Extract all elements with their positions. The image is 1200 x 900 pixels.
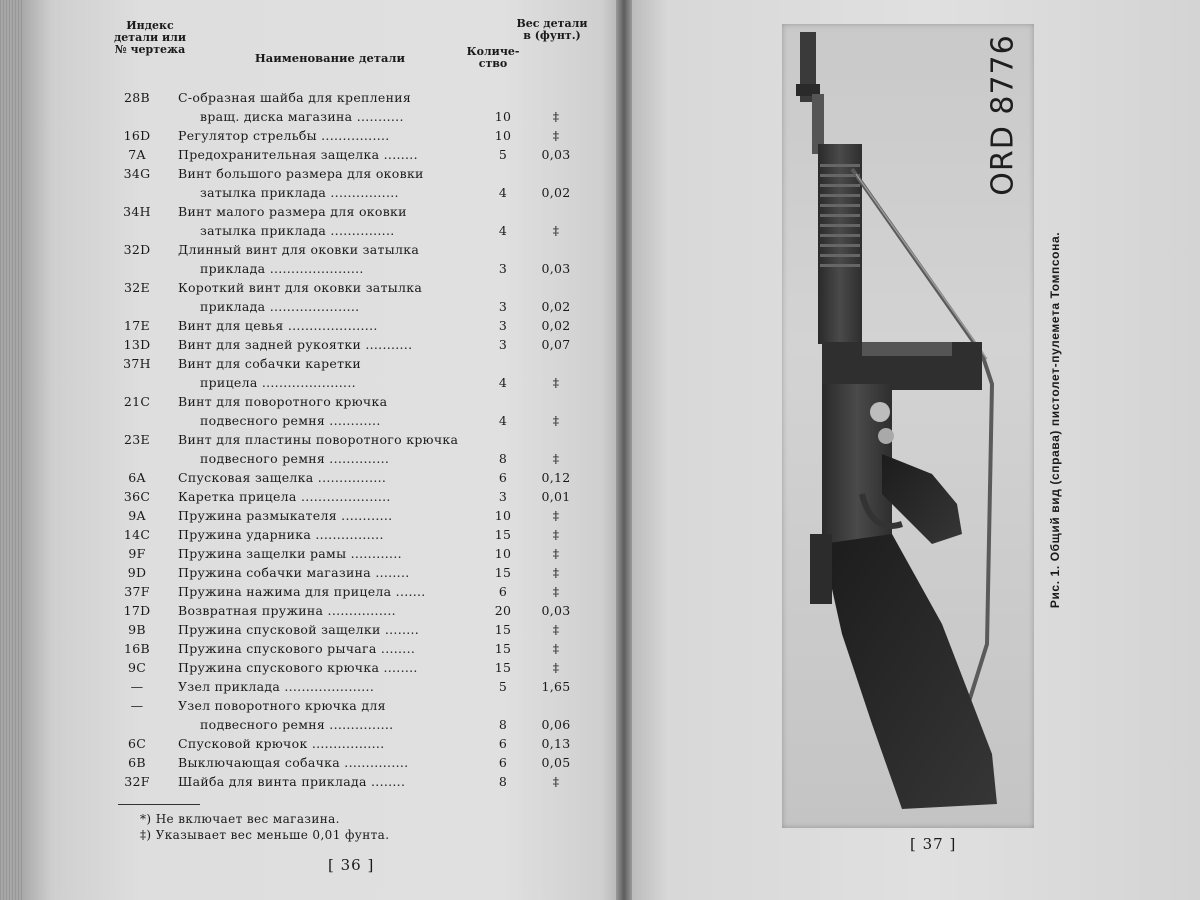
part-name-line: Пружина нажима для прицела .......: [178, 584, 426, 599]
part-weight: ‡: [552, 128, 560, 143]
part-weight: ‡: [552, 451, 560, 466]
part-weight: ‡: [552, 584, 560, 599]
part-quantity: 3: [498, 261, 508, 276]
header-weight-column: Вес детали в (фунт.): [516, 17, 588, 42]
part-name: [178, 430, 478, 468]
part-quantity: 6: [498, 736, 508, 751]
book-gutter: [616, 0, 632, 900]
part-index: 9D: [127, 565, 147, 580]
part-name: [178, 240, 478, 278]
part-name: [178, 734, 478, 753]
footnote-magazine: *) Не включает вес магазина.: [140, 812, 340, 826]
part-name-line: Пружина собачки магазина ........: [178, 565, 410, 580]
part-weight: 0,05: [541, 755, 571, 770]
footnote-weight: ‡) Указывает вес меньше 0,01 фунта.: [140, 828, 390, 842]
part-name: [178, 354, 478, 392]
part-name: [178, 696, 478, 734]
header-index-column: Индекс детали или № чертежа: [113, 19, 187, 56]
part-name-line: приклада .....................: [200, 299, 360, 314]
header-name-column: Наименование детали: [254, 51, 406, 65]
part-name: [178, 335, 478, 354]
header-quantity-column: Количе- ство: [466, 45, 520, 70]
part-weight: 0,03: [541, 603, 571, 618]
part-index: 37F: [124, 584, 150, 599]
part-weight: 0,02: [541, 185, 571, 200]
part-quantity: 10: [494, 128, 512, 143]
part-weight: ‡: [552, 508, 560, 523]
part-name-line: Пружина размыкателя ............: [178, 508, 393, 523]
part-weight: ‡: [552, 660, 560, 675]
part-index: 6A: [128, 470, 146, 485]
part-index: 34G: [123, 166, 151, 181]
part-weight: 0,13: [541, 736, 571, 751]
part-weight: ‡: [552, 565, 560, 580]
part-name: [178, 544, 478, 563]
part-name-line: Пружина ударника ................: [178, 527, 384, 542]
part-quantity: 8: [498, 717, 508, 732]
part-name: [178, 126, 478, 145]
part-name-line: вращ. диска магазина ...........: [200, 109, 404, 124]
part-weight: 0,03: [541, 261, 571, 276]
part-name: [178, 658, 478, 677]
part-quantity: 15: [494, 565, 512, 580]
part-name: [178, 164, 478, 202]
part-index: 16B: [124, 641, 150, 656]
part-index: 28B: [124, 90, 150, 105]
part-name: [178, 468, 478, 487]
part-quantity: 15: [494, 641, 512, 656]
part-name-line: Узел поворотного крючка для: [178, 698, 386, 713]
part-quantity: 3: [498, 318, 508, 333]
part-name-line: Пружина защелки рамы ............: [178, 546, 402, 561]
page-number-right: [ 37 ]: [910, 835, 957, 853]
part-index: 13D: [123, 337, 151, 352]
part-name: [178, 202, 478, 240]
part-name: [178, 753, 478, 772]
part-name-line: Спусковая защелка ................: [178, 470, 387, 485]
part-quantity: 4: [498, 185, 508, 200]
part-weight: ‡: [552, 223, 560, 238]
part-name: [178, 582, 478, 601]
part-quantity: 3: [498, 299, 508, 314]
part-index: 32E: [124, 280, 150, 295]
part-name-line: Винт большого размера для оковки: [178, 166, 424, 181]
part-name: [178, 506, 478, 525]
part-quantity: 15: [494, 660, 512, 675]
part-name-line: С-образная шайба для крепления: [178, 90, 412, 105]
part-name-line: Винт для цевья .....................: [178, 318, 378, 333]
part-name-line: Винт малого размера для оковки: [178, 204, 407, 219]
part-name-line: Шайба для винта приклада ........: [178, 774, 406, 789]
part-quantity: 6: [498, 470, 508, 485]
part-quantity: 10: [494, 546, 512, 561]
part-name: [178, 392, 478, 430]
part-name-line: Винт для задней рукоятки ...........: [178, 337, 413, 352]
part-name: [178, 620, 478, 639]
part-index: 9B: [128, 622, 146, 637]
part-name-line: подвесного ремня ..............: [200, 451, 390, 466]
part-name: [178, 525, 478, 544]
part-weight: 1,65: [541, 679, 571, 694]
part-index: 21C: [123, 394, 151, 409]
part-quantity: 4: [498, 223, 508, 238]
part-quantity: 5: [498, 679, 508, 694]
part-index: —: [130, 698, 144, 713]
part-name: [178, 677, 478, 696]
part-name: [178, 639, 478, 658]
part-name-line: подвесного ремня ...............: [200, 717, 394, 732]
part-weight: ‡: [552, 375, 560, 390]
part-name: [178, 601, 478, 620]
part-weight: ‡: [552, 546, 560, 561]
part-name-line: подвесного ремня ............: [200, 413, 381, 428]
part-name-line: Выключающая собачка ...............: [178, 755, 409, 770]
part-index: 32F: [124, 774, 150, 789]
part-quantity: 5: [498, 147, 508, 162]
part-name-line: прицела ......................: [200, 375, 356, 390]
part-index: 6B: [128, 755, 146, 770]
part-quantity: 10: [494, 508, 512, 523]
part-index: 7A: [128, 147, 146, 162]
part-name-line: Каретка прицела .....................: [178, 489, 391, 504]
part-index: 9A: [128, 508, 146, 523]
part-quantity: 10: [494, 109, 512, 124]
part-name: [178, 278, 478, 316]
part-weight: 0,07: [541, 337, 571, 352]
part-name-line: затылка приклада ................: [200, 185, 399, 200]
part-weight: 0,01: [541, 489, 571, 504]
page-edges: [0, 0, 24, 900]
part-quantity: 8: [498, 451, 508, 466]
part-index: 34H: [123, 204, 151, 219]
part-quantity: 4: [498, 413, 508, 428]
part-name: [178, 563, 478, 582]
part-name-line: Винт для поворотного крючка: [178, 394, 388, 409]
part-weight: 0,12: [541, 470, 571, 485]
part-index: 6C: [127, 736, 147, 751]
part-index: 36C: [123, 489, 151, 504]
part-weight: ‡: [552, 774, 560, 789]
part-name: [178, 772, 478, 791]
part-weight: 0,06: [541, 717, 571, 732]
part-index: 17D: [123, 603, 151, 618]
part-index: 37H: [123, 356, 151, 371]
part-quantity: 3: [498, 489, 508, 504]
part-quantity: 6: [498, 755, 508, 770]
part-weight: ‡: [552, 109, 560, 124]
part-name-line: Возвратная пружина ................: [178, 603, 396, 618]
part-name-line: Винт для пластины поворотного крючка: [178, 432, 459, 447]
part-quantity: 4: [498, 375, 508, 390]
part-quantity: 15: [494, 527, 512, 542]
part-name-line: Пружина спускового рычага ........: [178, 641, 416, 656]
part-weight: ‡: [552, 622, 560, 637]
part-weight: ‡: [552, 527, 560, 542]
part-quantity: 3: [498, 337, 508, 352]
page-number-left: [ 36 ]: [328, 856, 375, 874]
part-index: 16D: [123, 128, 151, 143]
part-name: [178, 145, 478, 164]
part-quantity: 20: [494, 603, 512, 618]
part-index: —: [130, 679, 144, 694]
part-index: 9C: [127, 660, 147, 675]
part-name-line: Регулятор стрельбы ................: [178, 128, 390, 143]
footnote-rule: [118, 804, 200, 805]
part-weight: ‡: [552, 413, 560, 428]
figure-caption: Рис. 1. Общий вид (справа) пистолет-пулемета Томпсона.: [1048, 231, 1062, 609]
part-quantity: 15: [494, 622, 512, 637]
part-name-line: Пружина спускового крючка ........: [178, 660, 418, 675]
part-name: [178, 316, 478, 335]
part-name-line: затылка приклада ...............: [200, 223, 395, 238]
part-quantity: 6: [498, 584, 508, 599]
part-name-line: Узел приклада .....................: [178, 679, 375, 694]
part-name-line: Длинный винт для оковки затылка: [178, 242, 420, 257]
part-index: 17E: [124, 318, 150, 333]
part-name-line: Спусковой крючок .................: [178, 736, 385, 751]
part-weight: 0,03: [541, 147, 571, 162]
part-index: 14C: [123, 527, 151, 542]
part-name: [178, 88, 478, 126]
part-name-line: Пружина спусковой защелки ........: [178, 622, 420, 637]
part-quantity: 8: [498, 774, 508, 789]
part-name-line: приклада ......................: [200, 261, 364, 276]
part-weight: ‡: [552, 641, 560, 656]
part-weight: 0,02: [541, 299, 571, 314]
part-name-line: Короткий винт для оковки затылка: [178, 280, 423, 295]
part-name-line: Предохранительная защелка ........: [178, 147, 418, 162]
part-index: 23E: [124, 432, 150, 447]
ord-stamp: ORD 8776: [985, 34, 1021, 196]
part-name: [178, 487, 478, 506]
part-index: 9F: [128, 546, 146, 561]
part-name-line: Винт для собачки каретки: [178, 356, 362, 371]
part-index: 32D: [123, 242, 151, 257]
part-weight: 0,02: [541, 318, 571, 333]
